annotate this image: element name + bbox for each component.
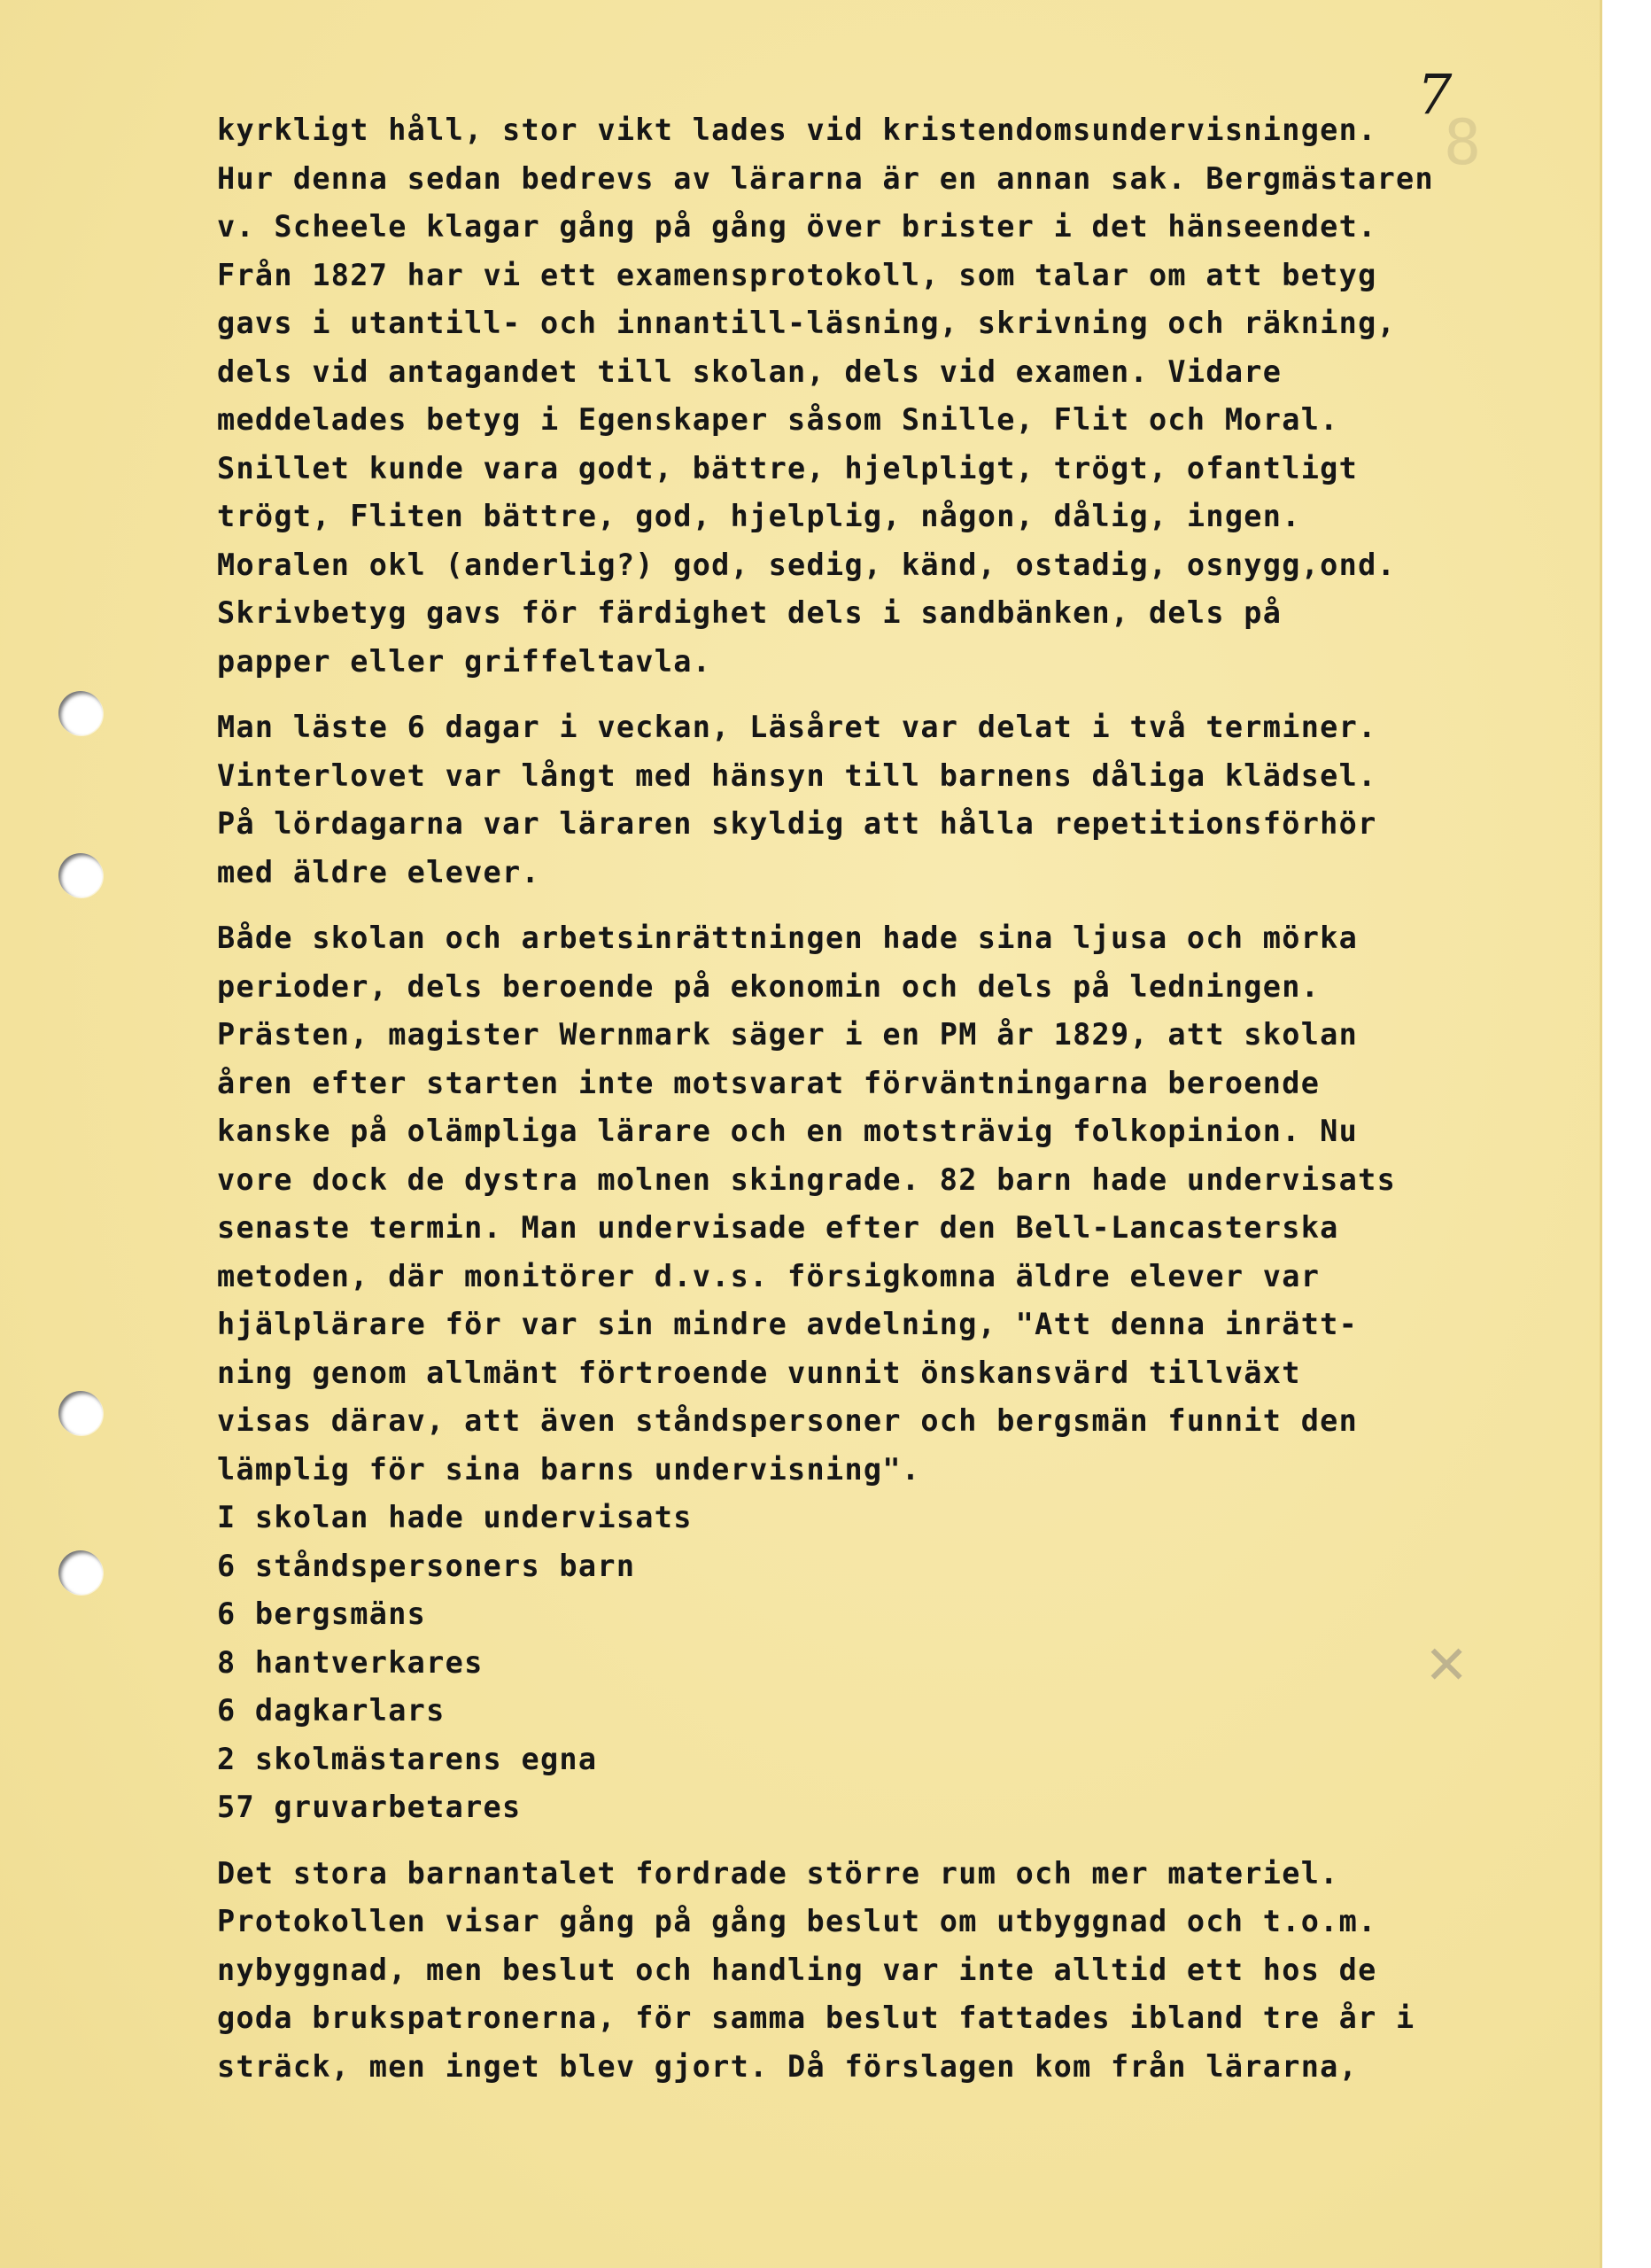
text-line: 6 bergsmäns (217, 1596, 427, 1631)
text-line: 57 gruvarbetares (217, 1790, 522, 1824)
text-line: 2 skolmästarens egna (217, 1741, 598, 1776)
text-line: Från 1827 har vi ett examensprotokoll, som talar om att betyg (217, 257, 1377, 292)
text-line: papper eller griffeltavla. (217, 643, 712, 679)
text-line: 6 dagkarlars (217, 1693, 446, 1728)
text-line: 8 hantverkares (217, 1644, 484, 1680)
text-line: metoden, där monitörer d.v.s. försigkomna äldre elever var (217, 1258, 1321, 1293)
paragraph (217, 1850, 1581, 2092)
text-line: meddelades betyg i Egenskaper såsom Snille, Flit och Moral. (217, 402, 1339, 437)
text-line: Prästen, magister Wernmark säger i en PM år 1829, att skolan (217, 1017, 1359, 1052)
text-line: hjälplärare för var sin mindre avdelning, "Att denna inrätt- (217, 1307, 1359, 1341)
text-line: 6 ståndspersoners barn (217, 1548, 636, 1583)
text-line: dels vid antagandet till skolan, dels vid examen. Vidare (217, 353, 1283, 389)
margin-cross-mark: ✕ (1424, 1635, 1469, 1697)
page-number: 7 (1417, 62, 1453, 127)
text-line: trögt, Fliten bättre, god, hjelplig, någon, dålig, ingen. (217, 499, 1301, 533)
text-line: Vinterlovet var långt med hänsyn till barnens dåliga klädsel. (217, 757, 1377, 793)
text-line: Hur denna sedan bedrevs av lärarna är en annan sak. Bergmästaren (217, 160, 1434, 196)
text-line: ning genom allmänt förtroende vunnit önskansvärd tillväxt (217, 1355, 1301, 1390)
paragraph (217, 914, 1581, 1832)
text-line: Moralen okl (anderlig?) god, sedig, känd, ostadig, osnygg,ond. (217, 547, 1397, 582)
text-line: med äldre elever. (217, 854, 540, 889)
punch-hole (58, 853, 103, 897)
paragraph-gap (217, 686, 1581, 703)
text-line: Skrivbetyg gavs för färdighet dels i sandbänken, dels på (217, 595, 1283, 630)
paragraph (217, 703, 1581, 897)
text-line: vore dock de dystra molnen skingrade. 82 barn hade undervisats (217, 1161, 1397, 1197)
text-line: visas därav, att även ståndspersoner och bergsmän funnit den (217, 1403, 1359, 1438)
text-line: lämplig för sina barns undervisning". (217, 1451, 921, 1487)
paragraph-gap (217, 897, 1581, 914)
text-line: Protokollen visar gång på gång beslut om utbyggnad och t.o.m. (217, 1904, 1377, 1938)
paragraph (217, 106, 1581, 686)
text-line: Man läste 6 dagar i veckan, Läsåret var delat i två terminer. (217, 710, 1377, 744)
text-line: perioder, dels beroende på ekonomin och dels på ledningen. (217, 968, 1321, 1004)
text-line: gavs i utantill- och innantill-läsning, skrivning och räkning, (217, 306, 1397, 340)
text-line: kyrkligt håll, stor vikt lades vid kristendomsundervisningen. (217, 113, 1377, 147)
text-line: I skolan hade undervisats (217, 1500, 693, 1534)
text-line: sträck, men inget blev gjort. Då förslagen kom från lärarna, (217, 2048, 1359, 2084)
text-line: v. Scheele klagar gång på gång över brister i det hänseendet. (217, 209, 1377, 244)
punch-hole (58, 1550, 103, 1595)
punch-hole (58, 691, 103, 735)
text-line: Snillet kunde vara godt, bättre, hjelpligt, trögt, ofantligt (217, 450, 1359, 485)
bleed-through-mark: 8 (1444, 106, 1482, 179)
typed-text-body (217, 106, 1581, 2091)
text-line: nybyggnad, men beslut och handling var inte alltid ett hos de (217, 1952, 1377, 1987)
text-line: åren efter starten inte motsvarat förväntningarna beroende (217, 1065, 1321, 1100)
text-line: Både skolan och arbetsinrättningen hade sina ljusa och mörka (217, 920, 1359, 955)
text-line: kanske på olämpliga lärare och en motsträvig folkopinion. Nu (217, 1114, 1359, 1148)
text-line: Det stora barnantalet fordrade större rum och mer materiel. (217, 1855, 1339, 1891)
text-line: senaste termin. Man undervisade efter den Bell-Lancasterska (217, 1210, 1339, 1245)
punch-hole (58, 1391, 103, 1435)
paragraph-gap (217, 1832, 1581, 1850)
text-line: goda brukspatronerna, för samma beslut fattades ibland tre år i (217, 2000, 1415, 2035)
text-line: På lördagarna var läraren skyldig att hålla repetitionsförhör (217, 806, 1377, 841)
